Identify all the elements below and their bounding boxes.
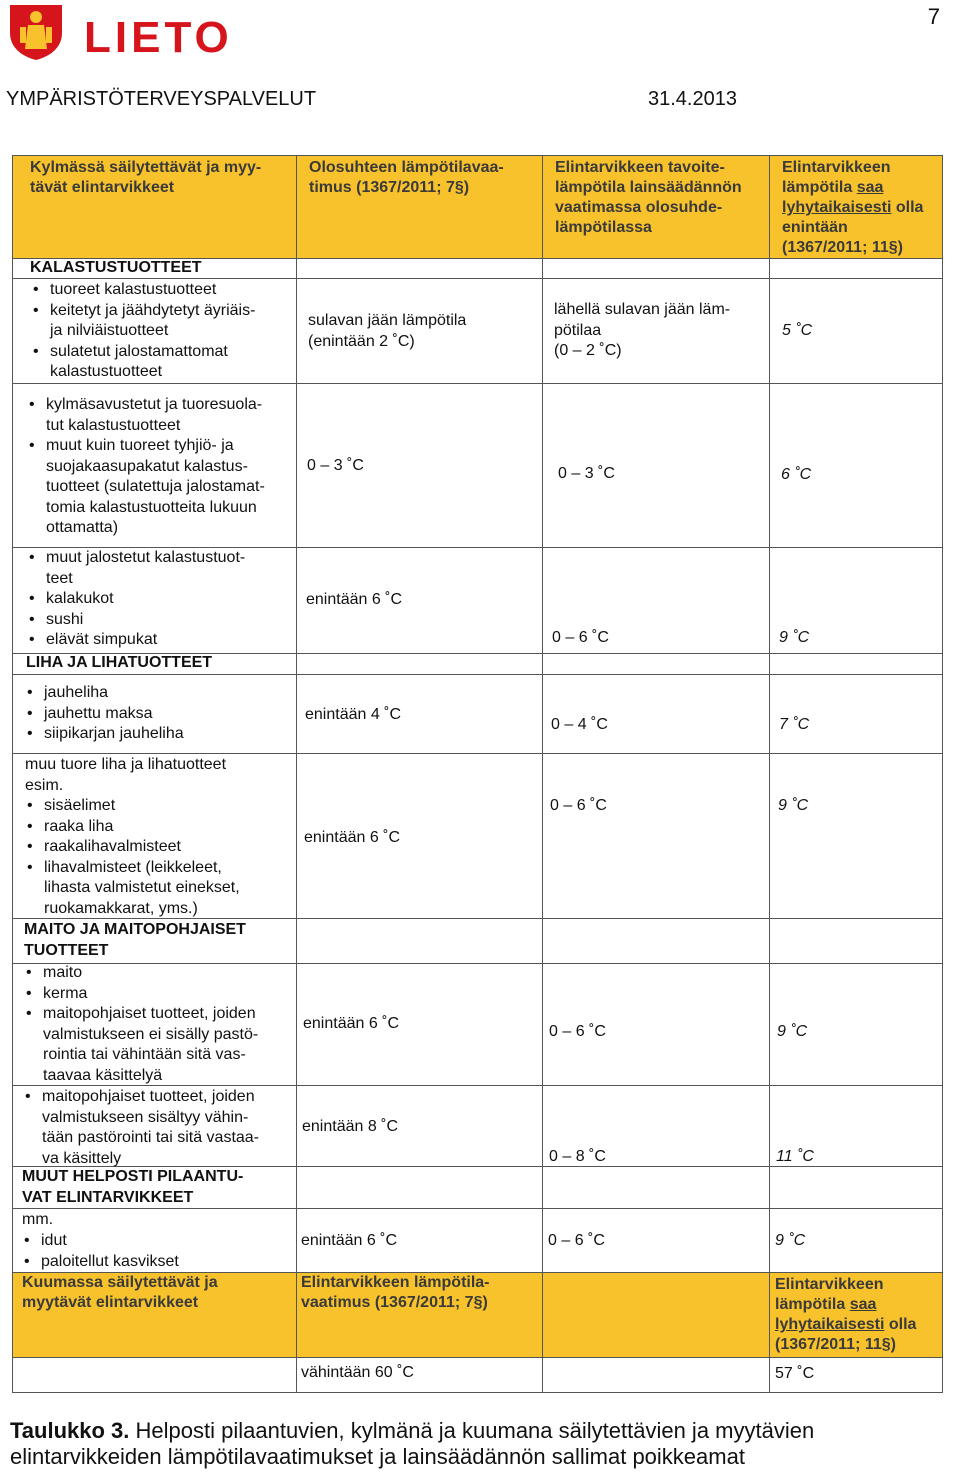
caption-text-line1: Helposti pilaantuvien, kylmänä ja kuumana säilytettävien ja myytävien <box>129 1418 815 1443</box>
row-3-requirement: enintään 4 ˚C <box>305 706 402 723</box>
list-item: • kylmäsavustetut ja tuoresuola- tut kalastustuotteet <box>26 395 265 436</box>
lieto-crest-icon <box>8 3 64 61</box>
row-1-items <box>26 395 265 539</box>
row-divider <box>12 674 943 675</box>
hot-row-max: 57 ˚C <box>775 1365 815 1382</box>
row-divider <box>12 1357 943 1358</box>
section-title-dairy: MAITO JA MAITOPOHJAISET TUOTTEET <box>24 921 246 959</box>
row-0-max: 5 ˚C <box>782 322 813 339</box>
row-7-intro: mm. <box>22 1211 54 1228</box>
hot-header-col2: Elintarvikkeen lämpötila- vaatimus (1367/2011; 7§) <box>301 1274 490 1311</box>
row-0-target: lähellä sulavan jään läm- pötilaa (0 – 2 ˚C) <box>554 301 731 359</box>
list-item: • maitopohjaiset tuotteet, joiden valmistukseen sisältyy vähin- tään pastörointi tai sitä vastaa- va käsittely <box>22 1087 259 1169</box>
row-3-max: 7 ˚C <box>779 716 810 733</box>
section-title-meat: LIHA JA LIHATUOTTEET <box>26 654 213 671</box>
row-4-target: 0 – 6 ˚C <box>550 797 607 814</box>
row-1-max: 6 ˚C <box>781 466 812 483</box>
list-item: • idut <box>21 1231 179 1252</box>
list-item: • elävät simpukat <box>26 630 245 651</box>
list-item: • sulatetut jalostamattomat kalastustuotteet <box>30 342 255 383</box>
cold-header-col4: Elintarvikkeen lämpötila saa lyhytaikaisesti olla enintään (1367/2011; 11§) <box>782 159 924 256</box>
list-item: • muut jalostetut kalastustuot- teet <box>26 548 245 589</box>
section-title-other: MUUT HELPOSTI PILAANTU- VAT ELINTARVIKKEET <box>22 1168 244 1206</box>
row-6-items <box>22 1087 259 1169</box>
list-item: • paloitellut kasvikset <box>21 1252 179 1273</box>
hot-header-col1: Kuumassa säilytettävät ja myytävät elintarvikkeet <box>22 1274 218 1311</box>
row-4-requirement: enintään 6 ˚C <box>304 829 401 846</box>
row-2-target: 0 – 6 ˚C <box>552 629 609 646</box>
caption-text-line2: elintarvikkeiden lämpötilavaatimukset ja lainsäädännön sallimat poikkeamat <box>10 1444 745 1469</box>
list-item: • tuoreet kalastustuotteet <box>30 280 255 301</box>
list-item: • sushi <box>26 610 245 631</box>
department-name: YMPÄRISTÖTERVEYSPALVELUT <box>6 88 317 110</box>
list-item: • muut kuin tuoreet tyhjiö- ja suojakaasupakatut kalastus- tuotteet (sulatettuja jalostamat- tomia kalastustuotteita lukuun ottamatta) <box>26 436 265 539</box>
temperature-table <box>12 155 943 1393</box>
row-divider <box>12 155 943 156</box>
list-item: • keitetyt ja jäähdytetyt äyriäis- ja nilviäistuotteet <box>30 301 255 342</box>
list-item: • maitopohjaiset tuotteet, joiden valmistukseen ei sisälly pastö- rointia tai vähintään sitä vas- taavaa käsittelyä <box>23 1004 258 1086</box>
row-6-max: 11 ˚C <box>776 1148 814 1165</box>
list-item: • kalakukot <box>26 589 245 610</box>
table-border-bottom <box>12 1392 943 1393</box>
row-5-requirement: enintään 6 ˚C <box>303 1015 400 1032</box>
row-7-target: 0 – 6 ˚C <box>548 1232 605 1249</box>
row-1-requirement: 0 – 3 ˚C <box>307 457 364 474</box>
list-item: • siipikarjan jauheliha <box>24 724 184 745</box>
row-7-items <box>21 1231 179 1272</box>
list-item: • sisäelimet <box>24 796 240 817</box>
row-0-requirement: sulavan jään lämpötila (enintään 2 ˚C) <box>308 312 467 350</box>
list-item: • jauhettu maksa <box>24 704 184 725</box>
row-divider <box>12 1208 943 1209</box>
list-item: • raakalihavalmisteet <box>24 837 240 858</box>
row-4-intro: muu tuore liha ja lihatuotteet esim. <box>25 756 227 794</box>
list-item: • maito <box>23 963 258 984</box>
row-4-max: 9 ˚C <box>778 797 809 814</box>
row-divider <box>12 753 943 754</box>
document-date: 31.4.2013 <box>648 88 737 110</box>
list-item: • kerma <box>23 984 258 1005</box>
row-3-items <box>24 683 184 745</box>
row-3-target: 0 – 4 ˚C <box>551 716 608 733</box>
row-5-items <box>23 963 258 1086</box>
row-2-requirement: enintään 6 ˚C <box>306 591 403 608</box>
hot-header-col4: Elintarvikkeen lämpötila saa lyhytaikaisesti olla (1367/2011; 11§) <box>775 1276 917 1353</box>
list-item: • jauheliha <box>24 683 184 704</box>
row-4-items <box>24 796 240 919</box>
row-6-requirement: enintään 8 ˚C <box>302 1118 399 1135</box>
row-7-max: 9 ˚C <box>775 1232 806 1249</box>
section-title-fish: KALASTUSTUOTTEET <box>30 259 202 276</box>
row-0-items <box>30 280 255 383</box>
row-5-target: 0 – 6 ˚C <box>549 1023 606 1040</box>
page-number: 7 <box>927 4 940 29</box>
lieto-logo-text: LIETO <box>84 13 233 62</box>
row-divider <box>12 383 943 384</box>
list-item: • lihavalmisteet (leikkeleet, lihasta valmistetut einekset, ruokamakkarat, yms.) <box>24 858 240 920</box>
row-6-target: 0 – 8 ˚C <box>549 1148 606 1165</box>
row-2-max: 9 ˚C <box>779 629 810 646</box>
table-caption <box>10 1418 950 1470</box>
caption-label: Taulukko 3. <box>10 1418 130 1443</box>
row-7-requirement: enintään 6 ˚C <box>301 1232 398 1249</box>
cold-header-col3: Elintarvikkeen tavoite- lämpötila lainsäädännön vaatimassa olosuhde- lämpötilassa <box>555 159 742 236</box>
hot-row-requirement: vähintään 60 ˚C <box>301 1364 414 1381</box>
list-item: • raaka liha <box>24 817 240 838</box>
cold-header-col1: Kylmässä säilytettävät ja myy- tävät elintarvikkeet <box>30 159 262 196</box>
row-2-items <box>26 548 245 651</box>
row-5-max: 9 ˚C <box>777 1023 808 1040</box>
row-1-target: 0 – 3 ˚C <box>558 465 615 482</box>
cold-header-col2: Olosuhteen lämpötilavaa- timus (1367/2011; 7§) <box>309 159 504 196</box>
